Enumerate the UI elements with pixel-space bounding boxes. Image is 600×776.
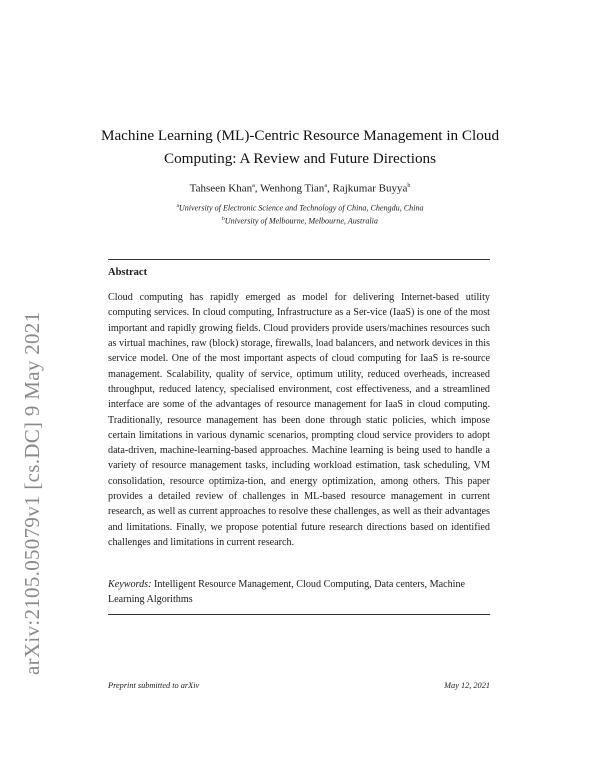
paper-title: Machine Learning (ML)-Centric Resource Management in Cloud Computing: A Review and Future Directions xyxy=(100,127,500,167)
arxiv-side-stamp: arXiv:2105.05079v1 [cs.DC] 9 May 2021 xyxy=(20,311,44,675)
author-name: Rajkumar Buyya xyxy=(332,182,408,195)
footer-date: May 12, 2021 xyxy=(444,681,490,690)
author-mark: a xyxy=(252,183,255,189)
abstract-body: Cloud computing has rapidly emerged as model for delivering Internet-based utility computing services. In cloud computing, Infrastructure as a Ser-vice (IaaS) is one of the most important and rapidly growing fields. Cloud providers provide users/machines resources such as virtual machines, raw (block) storage, firewalls, load balancers, and network devices in this service model. One of the most important aspects of cloud computing for IaaS is re-source management. Scalability, quality of service, optimum utility, reduced overheads, increased throughput, reduced latency, specialised environment, cost effectiveness, and a streamlined interface are some of the advantages of resource management for IaaS in cloud computing. Traditionally, resource management has been done through static policies, which impose certain limitations in various dynamic scenarios, prompting cloud service providers to adopt data-driven, machine-learning-based approaches. Machine learning is being used to handle a variety of resource management tasks, including workload estimation, task scheduling, VM consolidation, resource optimiza-tion, and energy optimization, among others. This paper provides a detailed review of challenges in ML-based resource management in current research, as well as current approaches to resolve these challenges, as well as their advantages and limitations. Finally, we propose potential future research directions based on identified challenges and limitations in current research. xyxy=(108,292,490,548)
preprint-note: Preprint submitted to arXiv xyxy=(108,681,200,690)
keywords-text: Intelligent Resource Management, Cloud Computing, Data centers, Machine Learning Algorithms xyxy=(108,579,466,605)
affiliation-text: University of Melbourne, Melbourne, Australia xyxy=(224,216,378,226)
keywords-label: Keywords: xyxy=(108,579,152,590)
affiliation-line xyxy=(100,214,500,227)
affiliation-text: University of Electronic Science and Technology of China, Chengdu, China xyxy=(178,203,424,213)
author-name: Wenhong Tian xyxy=(260,182,325,195)
abstract-heading: Abstract xyxy=(108,267,148,278)
author-name: Tahseen Khan xyxy=(189,182,253,195)
author-list: Tahseen Khan$^a$, Wenhong Tian$^a$, Rajkumar Buyya$^b$ xyxy=(189,182,411,195)
affiliation-mark: a xyxy=(176,203,179,209)
author-mark: a xyxy=(324,183,327,189)
affiliation-mark: b xyxy=(222,215,225,222)
abstract-bottom-rule xyxy=(108,614,490,615)
affiliation-line xyxy=(100,201,500,214)
keywords-block xyxy=(108,577,490,607)
affiliation-list xyxy=(100,201,500,226)
abstract-top-rule xyxy=(108,259,490,260)
author-mark: b xyxy=(407,183,411,189)
